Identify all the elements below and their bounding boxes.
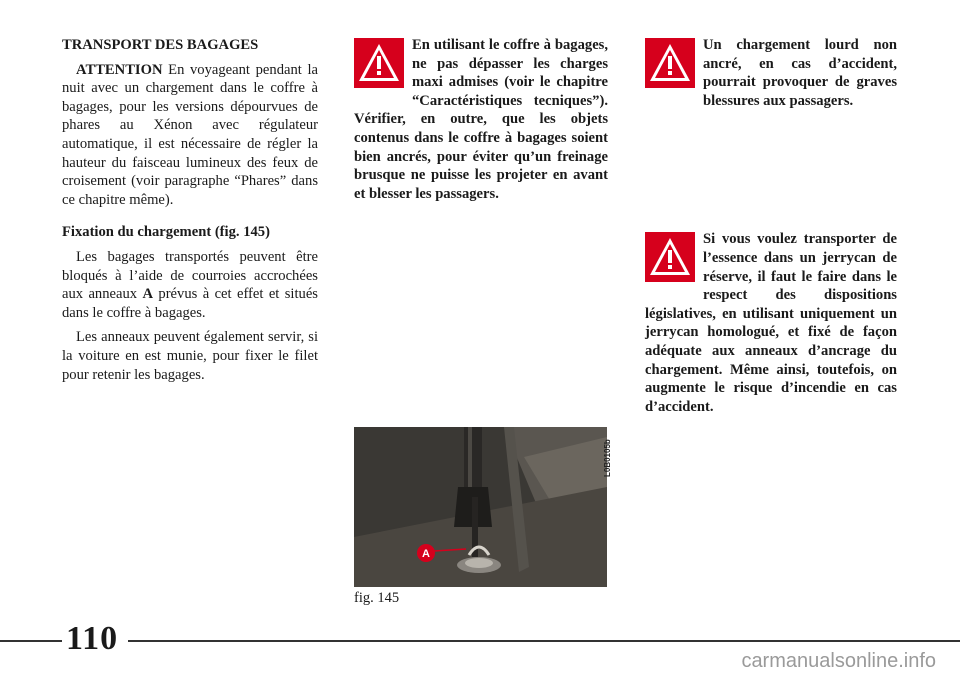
warning-block-fuel-jerrycan	[645, 230, 897, 416]
trunk-anchor-ring-illustration	[354, 427, 607, 587]
warning-block-load-limit	[354, 36, 608, 203]
warning-text: Un chargement lourd non ancré, en cas d’accident, pourrait provoquer de graves blessures aux passagers.	[703, 37, 897, 109]
figure-145-image	[354, 427, 607, 587]
figure-label-a: A	[422, 548, 430, 560]
attention-label: ATTENTION	[76, 61, 163, 78]
right-column	[645, 36, 897, 416]
fixation-paragraph	[62, 248, 318, 322]
figure-code: L0B0105b	[603, 439, 612, 477]
attention-text: En voyageant pendant la nuit avec un chargement dans le coffre à bagages, pour les versions dépourvues de phares au Xénon avec régulateur automatique, il est nécessaire de régler la hauteur du faisceau lumineux des feux de croisement (voir paragraphe “Phares” dans ce chapitre même).	[62, 61, 318, 208]
attention-paragraph	[62, 61, 318, 210]
footer-rule-right	[128, 640, 960, 642]
fixation-text-a: Les bagages transportés peuvent être bloqués à l’aide de courroies accrochées aux anneaux	[62, 248, 318, 303]
section-title: TRANSPORT DES BAGAGES	[62, 37, 259, 53]
watermark: carmanualsonline.info	[741, 650, 936, 672]
middle-column	[354, 36, 608, 203]
warning-triangle-icon	[645, 38, 695, 88]
subsection-title: Fixation du chargement (fig. 145)	[62, 224, 270, 241]
page-number: 110	[66, 620, 119, 657]
footer-rule-left	[0, 640, 62, 642]
fixation-text-b: prévus à cet effet et situés dans le coffre à bagages.	[62, 286, 318, 321]
warning-block-heavy-load	[645, 36, 897, 110]
warning-text: Si vous voulez transporter de l’essence dans un jerrycan de réserve, il faut le faire dans le respect des dispositions législatives, en utilisant uniquement un jerrycan homologué, et fixé de façon adéquate aux anneaux d’ancrage du chargement. Même ainsi, toutefois, on augmente le risque d’incendie en cas d’accident.	[645, 231, 897, 415]
warning-triangle-icon	[354, 38, 404, 88]
rings-paragraph: Les anneaux peuvent également servir, si la voiture en est munie, pour fixer le filet pour retenir les bagages.	[62, 329, 318, 383]
ring-label: A	[142, 286, 154, 303]
figure-caption: fig. 145	[354, 590, 400, 606]
warning-triangle-icon	[645, 232, 695, 282]
left-column	[62, 36, 318, 384]
warning-text: En utilisant le coffre à bagages, ne pas dépasser les charges maxi admises (voir le chapitre “Caractéristiques tecniques”). Vérifier, en outre, que les objets contenus dans le coffre à bagages soient bien ancrés, pour éviter qu’un freinage brusque ne puisse les projeter en avant et blesser les passagers.	[354, 37, 608, 202]
